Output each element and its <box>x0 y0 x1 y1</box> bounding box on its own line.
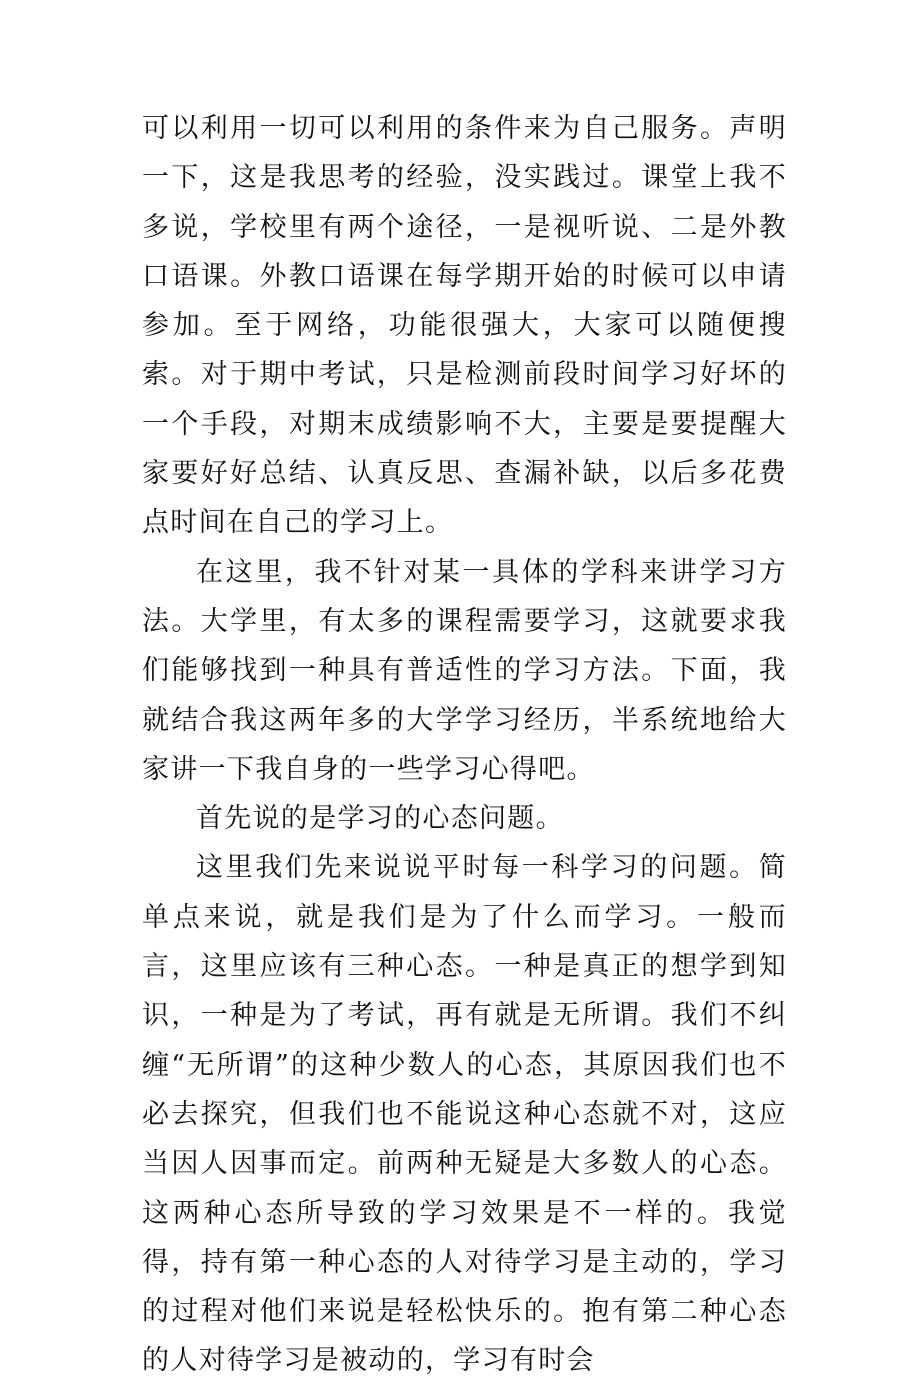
paragraph-3: 首先说的是学习的心态问题。 <box>196 803 564 835</box>
paragraph-4: 这里我们先来说说平时每一科学习的问题。简单点来说，就是我们是为了什么而学习。一般而言，这里应该有三种心态。一种是真正的想学到知识，一种是为了考试，再有就是无所谓。我们不纠缠“无所谓”的这种少数人的心态，其原因我们也不必去探究，但我们也不能说这种心态就不对，这应当因人因事而定。前两种无疑是大多数人的心态。这两种心态所导致的学习效果是不一样的。我觉得，持有第一种心态的人对待学习是主动的，学习的过程对他们来说是轻松快乐的。抱有第二种心态的人对待学习是被动的，学习有时会 <box>142 852 787 1377</box>
document-body <box>142 104 787 1386</box>
paragraph-1: 可以利用一切可以利用的条件来为自己服务。声明一下，这是我思考的经验，没实践过。课堂上我不多说，学校里有两个途径，一是视听说、二是外教口语课。外教口语课在每学期开始的时候可以申请参加。至于网络，功能很强大，大家可以随便搜索。对于期中考试，只是检测前段时间学习好坏的一个手段，对期末成绩影响不大，主要是要提醒大家要好好总结、认真反思、查漏补缺，以后多花费点时间在自己的学习上。 <box>142 113 787 539</box>
paragraph-2: 在这里，我不针对某一具体的学科来讲学习方法。大学里，有太多的课程需要学习，这就要求我们能够找到一种具有普适性的学习方法。下面，我就结合我这两年多的大学学习经历，半系统地给大家讲一下我自身的一些学习心得吧。 <box>142 556 787 785</box>
